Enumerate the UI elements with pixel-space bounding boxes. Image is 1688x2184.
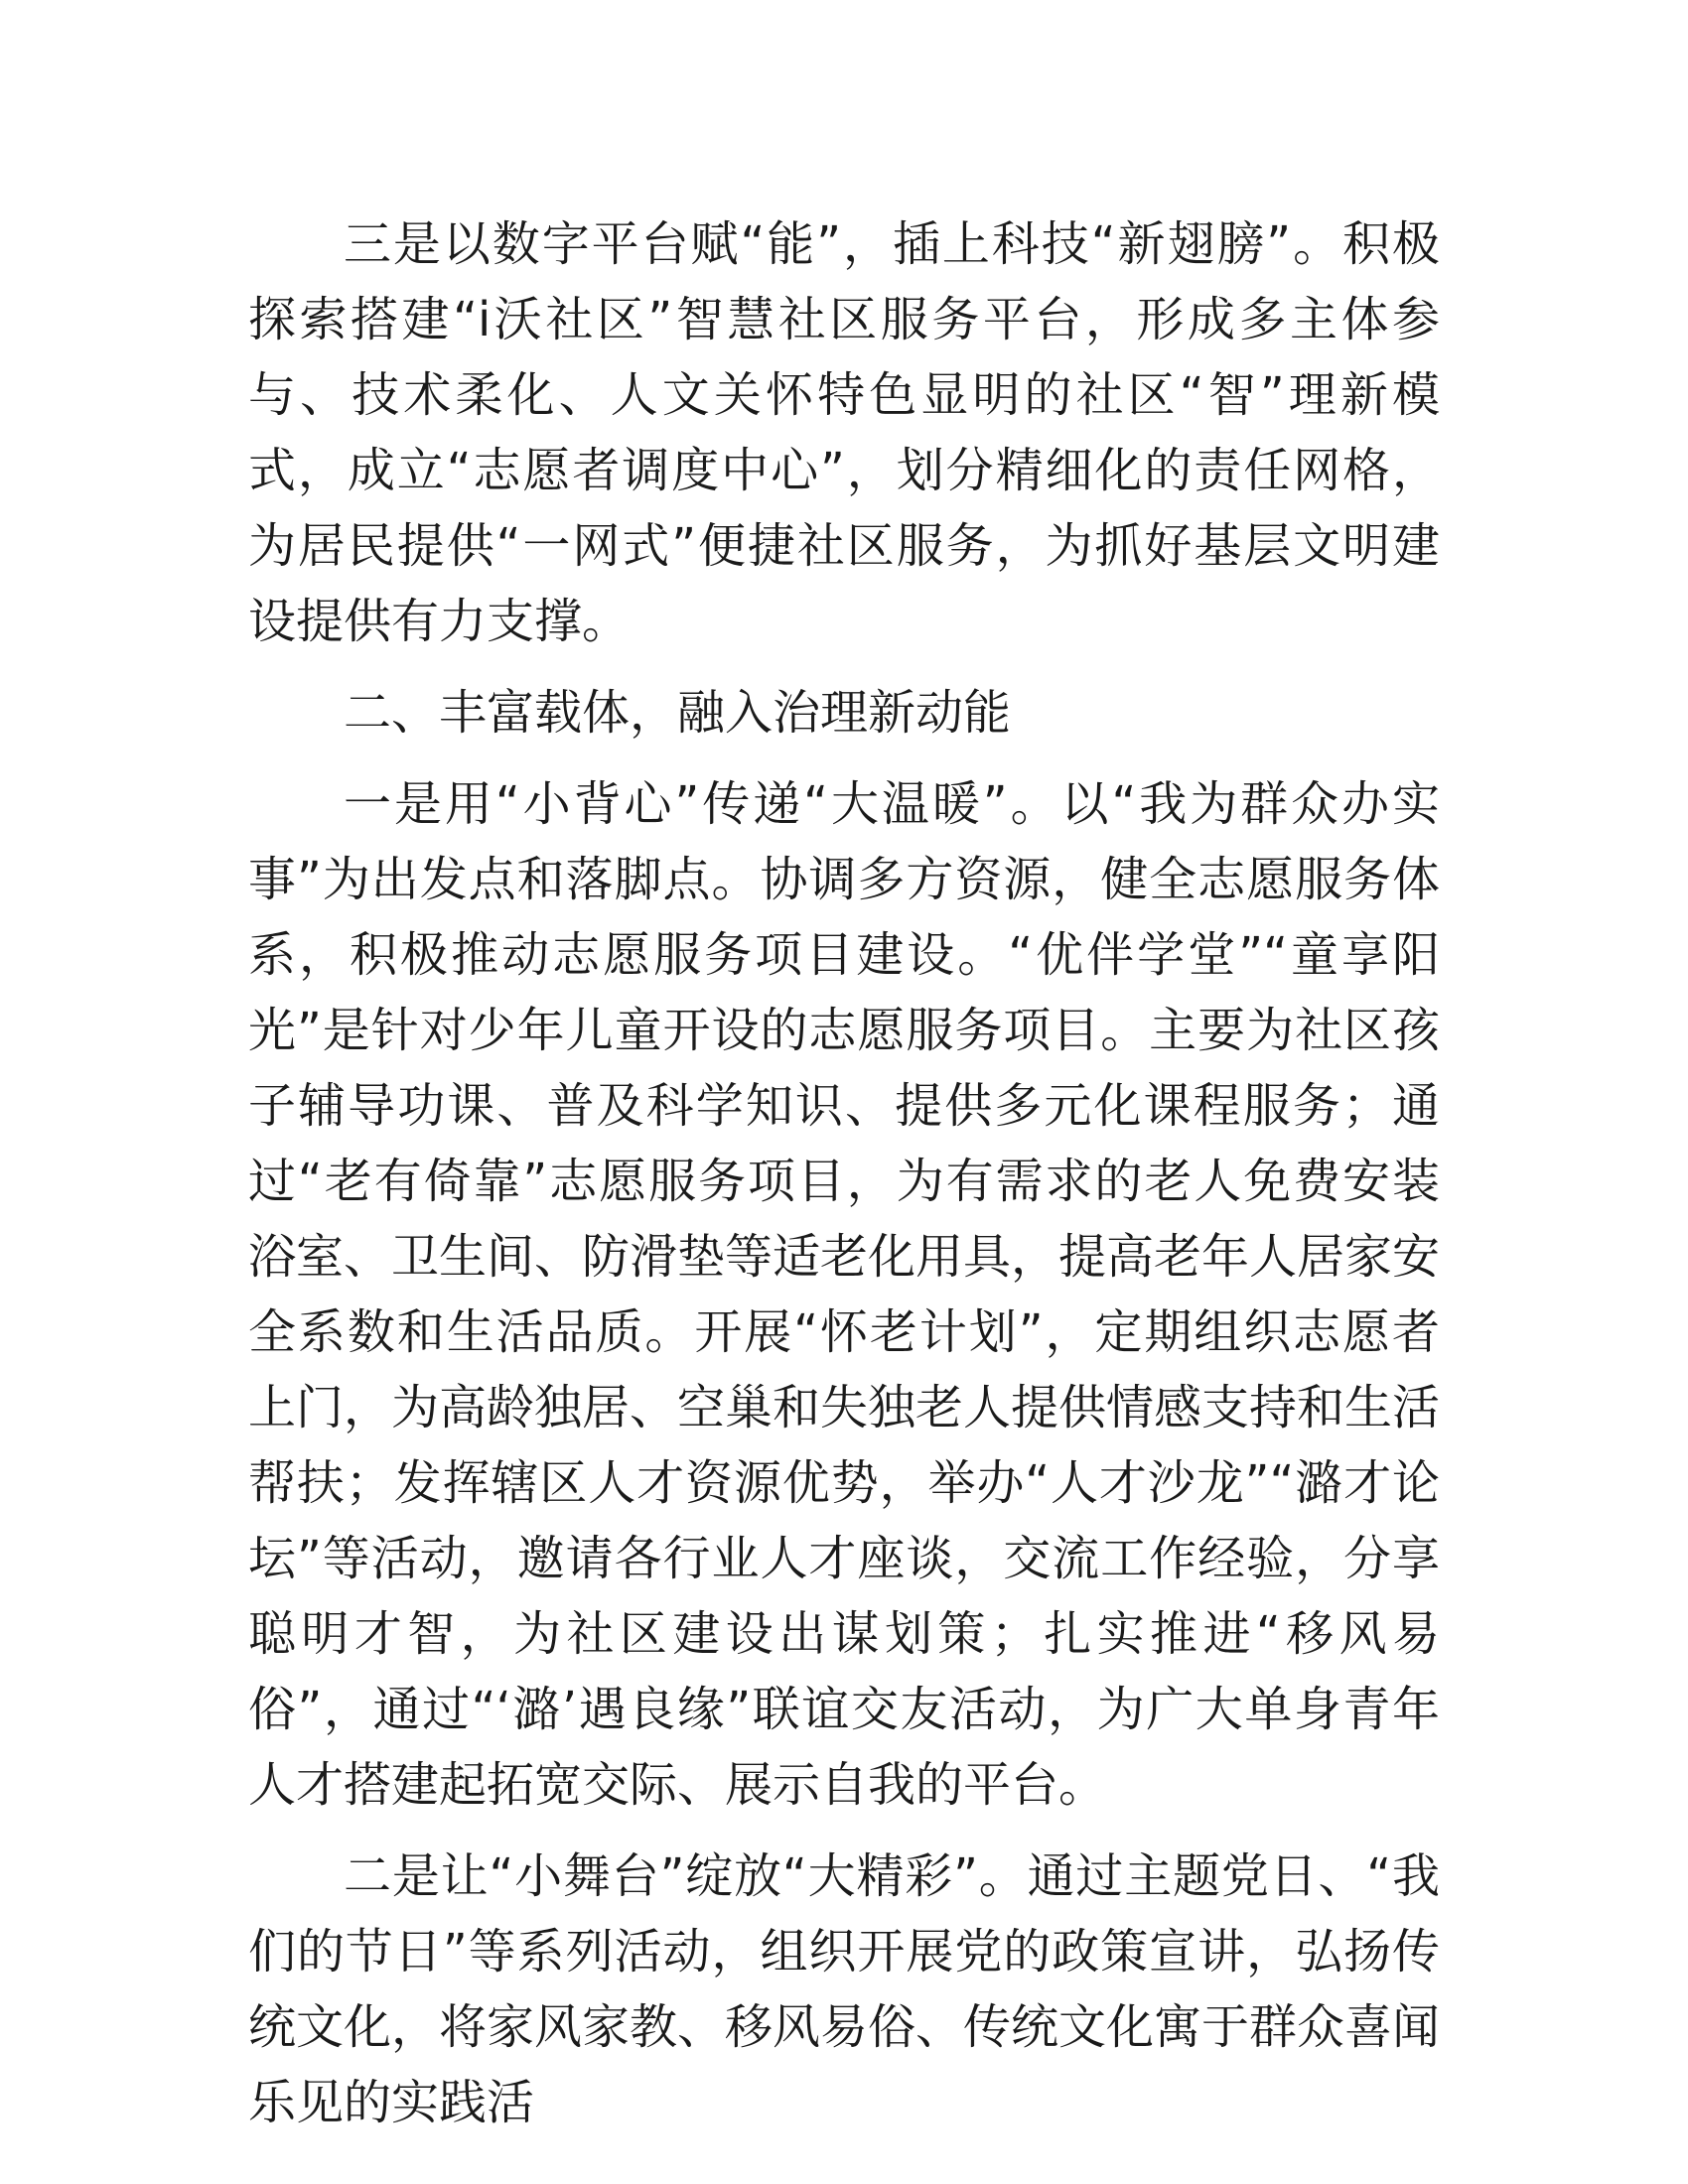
document-body bbox=[248, 206, 1440, 2140]
section-heading: 二、丰富载体，融入治理新动能 bbox=[344, 685, 1012, 741]
paragraph-small-stage: 二是让“小舞台”绽放“大精彩”。通过主题党日、“我们的节日”等系列活动，组织开展党的政策宣讲，弘扬传统文化，将家风家教、移风易俗、传统文化寓于群众喜闻乐见的实践活 bbox=[248, 1848, 1441, 2130]
paragraph-volunteer-service: 一是用“小背心”传递“大温暖”。以“我为群众办实事”为出发点和落脚点。协调多方资源，健全志愿服务体系，积极推动志愿服务项目建设。“优伴学堂”“童享阳光”是针对少年儿童开设的志愿服务项目。主要为社区孩子辅导功课、普及科学知识、提供多元化课程服务；通过“老有倚靠”志愿服务项目，为有需求的老人免费安装浴室、卫生间、防滑垫等适老化用具，提高老年人居家安全系数和生活品质。开展“怀老计划”，定期组织志愿者上门，为高龄独居、空巢和失独老人提供情感支持和生活帮扶；发挥辖区人才资源优势，举办“人才沙龙”“潞才论坛”等活动，邀请各行业人才座谈，交流工作经验，分享聪明才智，为社区建设出谋划策；扎实推进“移风易俗”，通过“‘潞’遇良缘”联谊交友活动，为广大单身青年人才搭建起拓宽交际、展示自我的平台。 bbox=[248, 776, 1441, 1813]
paragraph-digital-platform: 三是以数字平台赋“能”，插上科技“新翅膀”。积极探索搭建“i沃社区”智慧社区服务平台，形成多主体参与、技术柔化、人文关怀特色显明的社区“智”理新模式，成立“志愿者调度中心”，划分精细化的责任网格，为居民提供“一网式”便捷社区服务，为抓好基层文明建设提供有力支撑。 bbox=[248, 216, 1440, 649]
